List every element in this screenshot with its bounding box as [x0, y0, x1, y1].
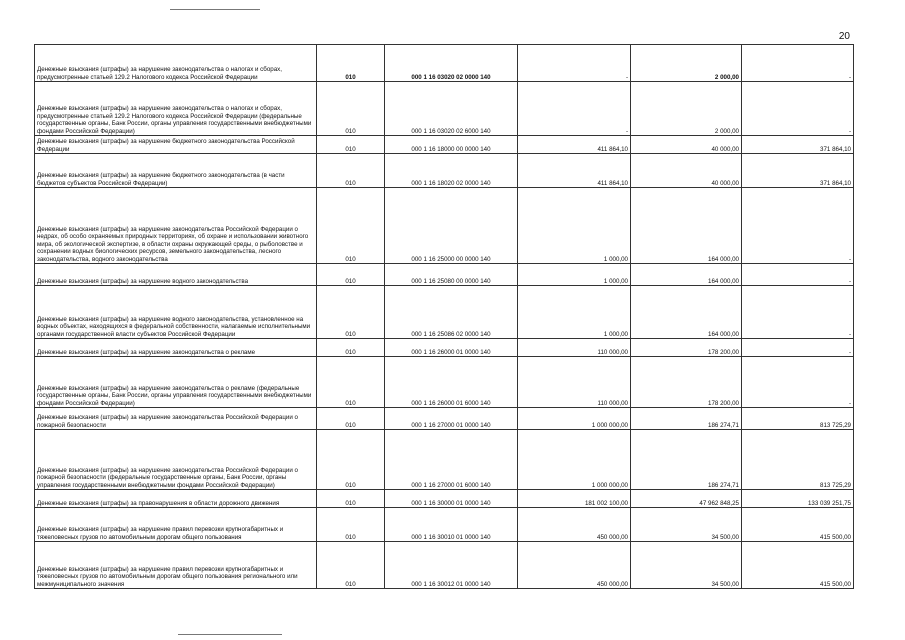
row-name: Денежные взыскания (штрафы) за нарушение бюджетного законодательства Российской Федерации [35, 136, 317, 154]
row-value-2: 40 000,00 [631, 136, 742, 154]
row-name: Денежные взыскания (штрафы) за нарушение законодательства Российской Федерации о недрах, об особо охраняемых природных территориях, об охране и использовании животного мира, об экологической экспертизе, в области охраны окружающей среды, о рыболовстве и сохранении водных биологических ресурсов, земельного законодательства, лесного законодательства, водного законодательства [35, 188, 317, 264]
row-value-1: - [518, 82, 631, 136]
table-row [35, 508, 854, 542]
row-name: Денежные взыскания (штрафы) за нарушение бюджетного законодательства (в части бюджетов субъектов Российской Федерации) [35, 154, 317, 188]
row-kbk: 000 1 16 30010 01 0000 140 [385, 508, 518, 542]
row-value-1: 110 000,00 [518, 339, 631, 357]
table-row [35, 408, 854, 430]
row-value-1: 1 000 000,00 [518, 430, 631, 490]
row-code: 010 [317, 430, 385, 490]
row-kbk: 000 1 16 27000 01 6000 140 [385, 430, 518, 490]
row-value-2: 164 000,00 [631, 286, 742, 339]
table-row [35, 542, 854, 589]
row-code: 010 [317, 490, 385, 508]
row-value-1: 450 000,00 [518, 542, 631, 589]
row-value-2: 40 000,00 [631, 154, 742, 188]
row-value-2: 178 200,00 [631, 339, 742, 357]
row-name: Денежные взыскания (штрафы) за нарушение правил перевозки крупногабаритных и тяжеловесных грузов по автомобильным дорогам общего пользования [35, 508, 317, 542]
row-value-1: 1 000,00 [518, 188, 631, 264]
row-name: Денежные взыскания (штрафы) за правонарушения в области дорожного движения [35, 490, 317, 508]
row-name: Денежные взыскания (штрафы) за нарушение водного законодательства, установленное на водных объектах, находящихся в федеральной собственности, налагаемые исполнительными органами государственной власти субъектов Российской Федерации [35, 286, 317, 339]
table-row [35, 188, 854, 264]
scan-mark-top [170, 9, 260, 10]
row-code: 010 [317, 357, 385, 408]
row-value-3: - [742, 188, 854, 264]
row-kbk: 000 1 16 03020 02 0000 140 [385, 45, 518, 82]
row-value-3: 371 864,10 [742, 136, 854, 154]
row-value-3: 813 725,29 [742, 430, 854, 490]
row-value-2: 186 274,71 [631, 408, 742, 430]
row-kbk: 000 1 16 18020 02 0000 140 [385, 154, 518, 188]
row-code: 010 [317, 508, 385, 542]
row-value-3: - [742, 82, 854, 136]
row-kbk: 000 1 16 25000 00 0000 140 [385, 188, 518, 264]
row-value-1: 1 000,00 [518, 286, 631, 339]
row-code: 010 [317, 82, 385, 136]
table-row [35, 154, 854, 188]
row-name: Денежные взыскания (штрафы) за нарушение водного законодательства [35, 264, 317, 286]
row-name: Денежные взыскания (штрафы) за нарушение законодательства о рекламе (федеральные государственные органы, Банк России, органы управления государственными внебюджетными фондами Российской Федерации) [35, 357, 317, 408]
table-row [35, 286, 854, 339]
row-kbk: 000 1 16 03020 02 6000 140 [385, 82, 518, 136]
row-value-1: 1 000,00 [518, 264, 631, 286]
row-value-3: 371 864,10 [742, 154, 854, 188]
row-value-3: 415 500,00 [742, 542, 854, 589]
row-code: 010 [317, 408, 385, 430]
row-value-1: 411 864,10 [518, 136, 631, 154]
row-value-3: - [742, 357, 854, 408]
row-value-2: 34 500,00 [631, 508, 742, 542]
table-row [35, 339, 854, 357]
row-value-2: 2 000,00 [631, 45, 742, 82]
row-name: Денежные взыскания (штрафы) за нарушение законодательства о налогах и сборах, предусмотренные статьей 129.2 Налогового кодекса Российской Федерации [35, 45, 317, 82]
row-value-2: 2 000,00 [631, 82, 742, 136]
row-value-3: - [742, 264, 854, 286]
row-value-3: 813 725,29 [742, 408, 854, 430]
row-code: 010 [317, 188, 385, 264]
row-value-1: 110 000,00 [518, 357, 631, 408]
row-name: Денежные взыскания (штрафы) за нарушение законодательства Российской Федерации о пожарной безопасности (федеральные государственные органы, Банк России, органы управления государственными внебюджетными фондами Российской Федерации) [35, 430, 317, 490]
page-number: 20 [838, 31, 850, 42]
row-name: Денежные взыскания (штрафы) за нарушение законодательства Российской Федерации о пожарной безопасности [35, 408, 317, 430]
table-row [35, 357, 854, 408]
table-row [35, 264, 854, 286]
row-value-1: 411 864,10 [518, 154, 631, 188]
row-value-3: - [742, 45, 854, 82]
row-value-3: 415 500,00 [742, 508, 854, 542]
row-value-1: 1 000 000,00 [518, 408, 631, 430]
row-value-3: - [742, 286, 854, 339]
row-value-2: 47 962 848,25 [631, 490, 742, 508]
table-row [35, 430, 854, 490]
row-code: 010 [317, 136, 385, 154]
row-kbk: 000 1 16 27000 01 0000 140 [385, 408, 518, 430]
scan-mark-bottom [178, 634, 282, 635]
row-value-3: - [742, 339, 854, 357]
row-kbk: 000 1 16 25086 02 0000 140 [385, 286, 518, 339]
row-kbk: 000 1 16 30000 01 0000 140 [385, 490, 518, 508]
row-code: 010 [317, 339, 385, 357]
row-name: Денежные взыскания (штрафы) за нарушение законодательства о налогах и сборах, предусмотренные статьей 129.2 Налогового кодекса Российской Федерации (федеральные государственные органы, Банк России, органы управления государственными внебюджетными фондами Российской Федерации) [35, 82, 317, 136]
row-value-1: 181 002 100,00 [518, 490, 631, 508]
table-row [35, 136, 854, 154]
row-kbk: 000 1 16 26000 01 6000 140 [385, 357, 518, 408]
row-value-2: 164 000,00 [631, 188, 742, 264]
revenue-table [34, 44, 854, 589]
row-code: 010 [317, 154, 385, 188]
row-kbk: 000 1 16 26000 01 0000 140 [385, 339, 518, 357]
row-value-1: 450 000,00 [518, 508, 631, 542]
row-code: 010 [317, 45, 385, 82]
row-value-2: 34 500,00 [631, 542, 742, 589]
table-row [35, 490, 854, 508]
row-name: Денежные взыскания (штрафы) за нарушение правил перевозки крупногабаритных и тяжеловесных грузов по автомобильным дорогам общего пользования регионального или межмуниципального значения [35, 542, 317, 589]
row-kbk: 000 1 16 18000 00 0000 140 [385, 136, 518, 154]
row-name: Денежные взыскания (штрафы) за нарушение законодательства о рекламе [35, 339, 317, 357]
table-row [35, 45, 854, 82]
row-code: 010 [317, 286, 385, 339]
row-value-2: 186 274,71 [631, 430, 742, 490]
row-kbk: 000 1 16 30012 01 0000 140 [385, 542, 518, 589]
row-value-1: - [518, 45, 631, 82]
row-kbk: 000 1 16 25080 00 0000 140 [385, 264, 518, 286]
row-code: 010 [317, 542, 385, 589]
row-value-2: 178 200,00 [631, 357, 742, 408]
table-row [35, 82, 854, 136]
row-code: 010 [317, 264, 385, 286]
row-value-3: 133 039 251,75 [742, 490, 854, 508]
row-value-2: 164 000,00 [631, 264, 742, 286]
